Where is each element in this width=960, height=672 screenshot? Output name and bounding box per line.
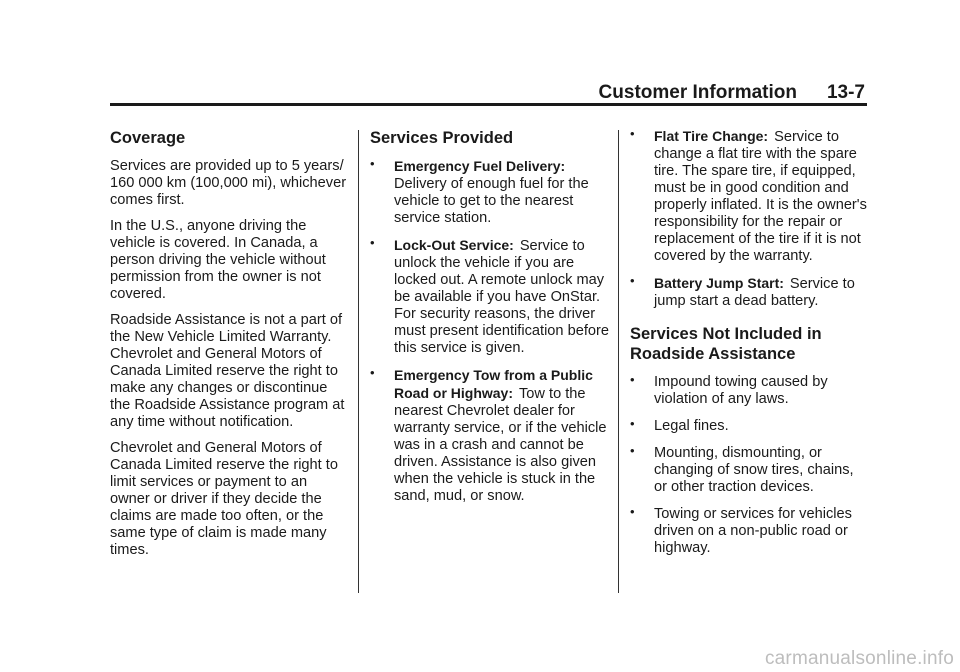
bullet-icon: • bbox=[630, 126, 635, 141]
column-coverage bbox=[110, 128, 350, 568]
service-text: Service to unlock the vehicle if you are locked out. A remote unlock may be available if you have OnStar. For security reasons, the driver must present identification before this service is given. bbox=[394, 238, 609, 356]
bullet-icon: • bbox=[630, 504, 635, 519]
list-item bbox=[630, 374, 870, 408]
service-text: Service to change a flat tire with the spare tire. The spare tire, if equipped, must be in good condition and properly inflated. It is the owner's responsibility for the repair or replacement of the tire if it is not covered by the warranty. bbox=[654, 129, 867, 264]
coverage-paragraph: Services are provided up to 5 years/ 160 000 km (100,000 mi), whichever comes first. bbox=[110, 158, 347, 208]
page-title: Customer Information bbox=[598, 82, 797, 103]
services-provided-heading: Services Provided bbox=[370, 129, 514, 147]
not-included-list bbox=[630, 374, 870, 557]
bullet-icon: • bbox=[370, 365, 375, 380]
list-item bbox=[630, 128, 870, 265]
list-item bbox=[630, 445, 870, 496]
coverage-paragraph: Roadside Assistance is not a part of the New Vehicle Limited Warranty. Chevrolet and General Motors of Canada Limited reserve the right to make any changes or discontinue the Roadside Assistance program at any time without notification. bbox=[110, 312, 345, 430]
service-term: Flat Tire Change: bbox=[654, 128, 769, 144]
service-term: Emergency Fuel Delivery: bbox=[394, 158, 566, 174]
service-text: Tow to the nearest Chevrolet dealer for warranty service, or if the vehicle was in a crash and cannot be driven. Assistance is also given when the vehicle is stuck in the sand, mud, or snow. bbox=[394, 386, 607, 504]
not-included-text: Impound towing caused by violation of any laws. bbox=[654, 374, 828, 407]
not-included-text: Towing or services for vehicles driven on a non-public road or highway. bbox=[654, 506, 852, 556]
list-item bbox=[370, 237, 610, 357]
service-term: Battery Jump Start: bbox=[654, 275, 784, 291]
bullet-icon: • bbox=[630, 416, 635, 431]
services-list-continued bbox=[630, 128, 870, 310]
list-item bbox=[630, 275, 870, 310]
not-included-heading: Services Not Included in Roadside Assistance bbox=[630, 325, 822, 363]
not-included-text: Legal fines. bbox=[654, 418, 729, 434]
column-services-provided bbox=[370, 128, 610, 515]
services-list bbox=[370, 158, 610, 505]
list-item bbox=[370, 158, 610, 227]
service-text: Delivery of enough fuel for the vehicle to get to the nearest service station. bbox=[394, 176, 589, 226]
service-text: Service to jump start a dead battery. bbox=[654, 276, 855, 309]
coverage-heading: Coverage bbox=[110, 129, 186, 147]
header-rule bbox=[110, 103, 867, 106]
bullet-icon: • bbox=[370, 235, 375, 250]
list-item bbox=[630, 506, 870, 557]
bullet-icon: • bbox=[630, 443, 635, 458]
not-included-text: Mounting, dismounting, or changing of snow tires, chains, or other traction devices. bbox=[654, 445, 854, 495]
bullet-icon: • bbox=[370, 156, 375, 171]
bullet-icon: • bbox=[630, 372, 635, 387]
coverage-paragraph: In the U.S., anyone driving the vehicle is covered. In Canada, a person driving the vehicle without permission from the owner is not covered. bbox=[110, 218, 326, 302]
coverage-paragraph: Chevrolet and General Motors of Canada Limited reserve the right to limit services or payment to an owner or driver if they decide the claims are made too often, or the same type of claim is made many times. bbox=[110, 440, 338, 558]
column-divider bbox=[618, 130, 619, 593]
column-divider bbox=[358, 130, 359, 593]
list-item bbox=[370, 367, 610, 505]
bullet-icon: • bbox=[630, 273, 635, 288]
service-term: Emergency Tow from a Public Road or Highway: bbox=[394, 367, 593, 401]
list-item bbox=[630, 418, 870, 435]
service-term: Lock-Out Service: bbox=[394, 237, 514, 253]
page-number: 13-7 bbox=[826, 82, 865, 103]
column-services-continued bbox=[630, 128, 870, 567]
watermark-logo: carmanualsonline.info bbox=[764, 648, 954, 669]
